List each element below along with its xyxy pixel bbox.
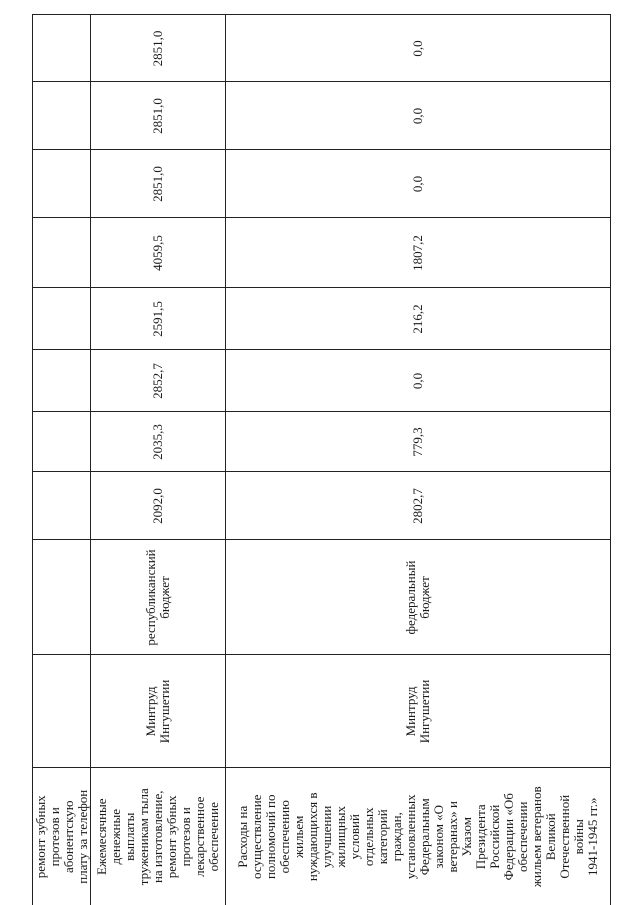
row-description: ремонт зубных протезов и абонентскую плату за телефон — [33, 768, 91, 905]
amount-cell — [33, 218, 91, 288]
expenditure-table — [32, 15, 611, 905]
amount-cell: 4059,5 — [91, 218, 226, 288]
amount-cell: 2035,3 — [91, 412, 226, 472]
amount-cell — [33, 150, 91, 218]
amount-cell — [33, 412, 91, 472]
amount-cell: 779,3 — [226, 412, 611, 472]
amount-cell: 2591,5 — [91, 288, 226, 350]
amount-cell: 0,0 — [226, 82, 611, 150]
amount-cell: 0,0 — [226, 150, 611, 218]
amount-cell: 0,0 — [226, 350, 611, 412]
amount-cell: 1807,2 — [226, 218, 611, 288]
row-funding-source: республиканский бюджет — [91, 540, 226, 655]
amount-cell: 2852,7 — [91, 350, 226, 412]
amount-cell: 216,2 — [226, 288, 611, 350]
amount-cell: 2851,0 — [91, 150, 226, 218]
amount-cell — [33, 350, 91, 412]
row-description: Ежемесячные денежные выплаты труженикам тыла на изготовление, ремонт зубных протезов и лекарственное обеспечение — [91, 768, 226, 905]
amount-cell — [33, 82, 91, 150]
row-funding-source: федеральный бюджет — [226, 540, 611, 655]
amount-cell — [33, 15, 91, 82]
table-row — [91, 15, 226, 905]
row-funding-source — [33, 540, 91, 655]
amount-cell: 2802,7 — [226, 472, 611, 540]
amount-cell: 2851,0 — [91, 15, 226, 82]
amount-cell: 2851,0 — [91, 82, 226, 150]
row-description: Расходы на осуществление полномочий по обеспечению жильем нуждающихся в улучшении жилищных условий отдельных категорий граждан, установленных Федеральным законом «О ветеранах» и Указом Президента Российской Федерации «Об обеспечении жильем ветеранов Великой Отечественной войны 1941-1945 гг.» — [226, 768, 611, 905]
row-responsible: Минтруд Ингушетии — [91, 655, 226, 768]
amount-cell — [33, 288, 91, 350]
row-responsible: Минтруд Ингушетии — [226, 655, 611, 768]
amount-cell — [33, 472, 91, 540]
row-responsible — [33, 655, 91, 768]
amount-cell: 2092,0 — [91, 472, 226, 540]
table-row — [226, 15, 611, 905]
amount-cell: 0,0 — [226, 15, 611, 82]
table-row — [33, 15, 91, 905]
